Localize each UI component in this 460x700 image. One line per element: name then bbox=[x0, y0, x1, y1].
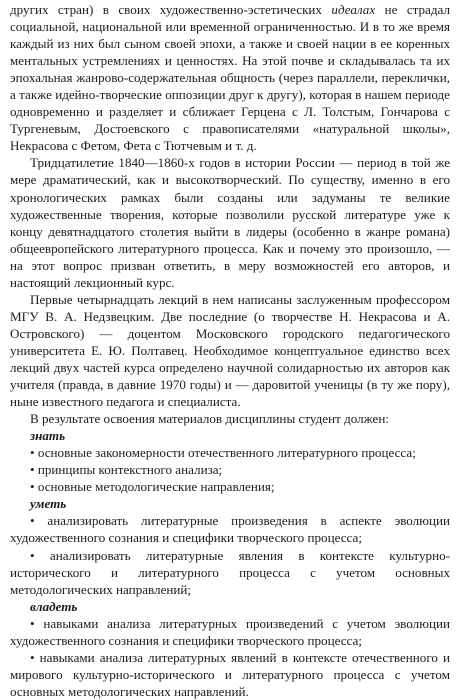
paragraph-ideals-start: других стран) в своих художественно-эстетических bbox=[10, 2, 332, 17]
heading-can: уметь bbox=[30, 496, 67, 512]
know-item: • основные закономерности отечественного литературного процесса; bbox=[30, 445, 416, 461]
heading-own: владеть bbox=[30, 598, 78, 614]
heading-know: знать bbox=[30, 428, 66, 444]
paragraph-ideals bbox=[10, 1, 450, 154]
own-item: • навыками анализа литературных произведений с учетом эволюции художественного сознания и специфики творческого процесса; bbox=[10, 615, 450, 648]
paragraph-outcomes-intro: В результате освоения материалов дисциплины студент должен: bbox=[30, 411, 389, 427]
know-item: • принципы контекстного анализа; bbox=[30, 462, 223, 478]
know-item: • основные методологические направления; bbox=[30, 479, 275, 495]
paragraph-thirty-years: Тридцатилетие 1840—1860-х годов в истории России — период в той же мере драматический, как и высокотворческий. По существу, именно в его хронологических рамках были созданы или задуманы те великие художественные творения, которые позволили русской литературе уже к концу девятнадцатого столетия выйти в лидеры (особенно в жанре романа) общеевропейского литературного процесса. Как и почему это произошло, — на этот вопрос призван ответить, в меру возможностей его авторов, и настоящий лекционный курс. bbox=[10, 155, 450, 290]
can-item: • анализировать литературные произведения в аспекте эволюции художественного сознания и специфики творческого процесса; bbox=[10, 513, 450, 546]
ideals-emphasis: идеалах bbox=[331, 2, 376, 17]
can-item: • анализировать литературные явления в контексте культурно-исторического и литературного процесса с учетом основных методологических направлений; bbox=[10, 547, 450, 597]
paragraph-authors: Первые четырнадцать лекций в нем написаны заслуженным профессором МГУ В. А. Недзвецким. Две последние (о творчестве Н. Некрасова и А. Островского) — доцентом Московского городского педагогического университета Е. Ю. Полтавец. Необходимое концептуальное единство всех лекций двух частей курса определено научной солидарностью их авторов как учителя (правда, в давние 1970 годы) и — даровитой ученицы (в ту же пору), ныне известного педагога и специалиста. bbox=[10, 291, 450, 410]
paragraph-ideals-end: не страдал социальной, национальной или временной ограниченностью. И в то же время каждый из них был сыном своей эпохи, а также и своей нации в ее коренных ментальных устремлениях и ценностях. На этой почве и складывалась та их эпохальная жанрово-содержательная общность (через параллели, переклички, а также идейно-творческие оппозиции друг к другу), которая в нашем периоде одновременно и разделяет и сближает Герцена с Л. Толстым, Гончарова с Тургеневым, Достоевского с правописателями «натуральной школы», Некрасова с Фетом, Фета с Тютчевым и т. д. bbox=[10, 2, 450, 154]
own-item: • навыками анализа литературных явлений в контексте отечественного и мирового культурно-исторического и литературного процесса с учетом основных методологических направлений. bbox=[10, 649, 450, 699]
